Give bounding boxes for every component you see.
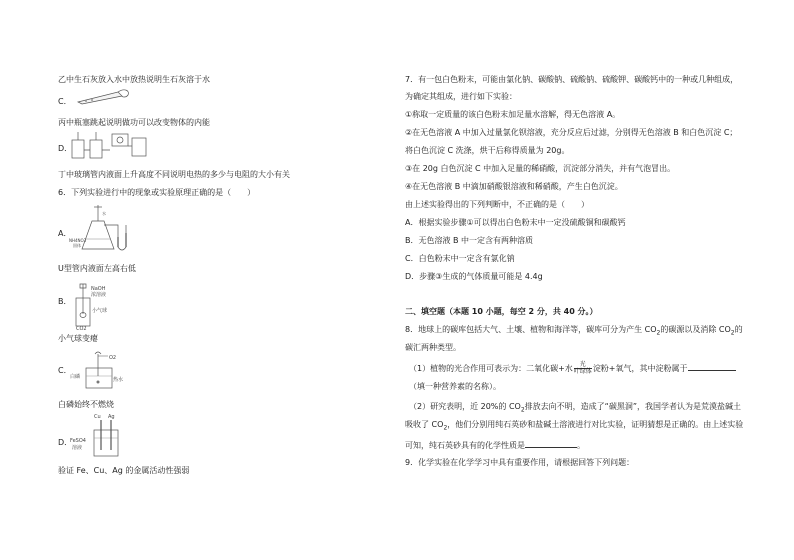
figure-c-lime-dropper xyxy=(72,86,132,106)
figure-c-o2-label: O2 xyxy=(109,355,117,361)
figure-b-balloon xyxy=(68,282,124,330)
q6-option-d-text: 验证 Fe、Cu、Ag 的金属活动性强弱 xyxy=(58,466,190,475)
q7-option-c: C．白色粉末中一定含有氯化钠 xyxy=(405,254,515,263)
q8-2-text-c: 吸收了 CO xyxy=(405,420,444,429)
figure-a-nh4no3-label: NH4NO3 xyxy=(69,238,87,243)
q8-2-text-e: 可知，纯石英砂具有的化学性质是 xyxy=(405,441,525,450)
section-2-title: 二、填空题（本题 10 小题，每空 2 分，共 40 分。） xyxy=(405,307,598,316)
answer-blank-property[interactable] xyxy=(525,439,577,448)
q8-2-text-f: 。 xyxy=(577,441,585,450)
figure-a-water-label: 水 xyxy=(102,211,106,216)
left-line-bing: 丙中瓶塞跳起说明做功可以改变物体的内能 xyxy=(58,118,210,127)
q7-ask: 由上述实验得出的下列判断中，不正确的是（ ） xyxy=(405,200,589,209)
question-8-line2: 碳汇两种类型。 xyxy=(405,343,461,352)
figure-d-ag-label: Ag xyxy=(108,414,115,420)
left-line-ding: 丁中玻璃管内液面上升高度不同说明电热的多少与电阻的大小有关 xyxy=(58,170,290,179)
figure-d-metal-activity xyxy=(68,412,124,460)
q7-step1: ①称取一定质量的该白色粉末加足量水溶解，得无色溶液 A。 xyxy=(405,110,621,119)
q8-2-text-a: （2）研究表明，近 20%的 CO xyxy=(409,402,521,411)
q6-option-c-label: C． xyxy=(58,366,72,375)
figure-a-solid-label: 固体 xyxy=(73,243,81,248)
question-6: 6．下列实验进行中的现象或实验原理正确的是（ ） xyxy=(58,188,256,197)
figure-b-solution-label: 浓溶液 xyxy=(91,292,107,298)
q8-2-sub-2: 2 xyxy=(443,424,448,432)
q6-option-c-text: 白磷始终不燃烧 xyxy=(58,400,114,409)
condition-light: 光 xyxy=(574,362,592,369)
figure-c-white-phosphorus xyxy=(68,350,124,392)
q6-option-b-text: 小气球变瘪 xyxy=(58,334,98,343)
q7-option-a: A．根据实验步骤①可以得出白色粉末中一定没硫酸铜和碳酸钙 xyxy=(405,218,626,227)
figure-c-hot-water-label: 热水 xyxy=(113,377,124,383)
q8-1-text-a: （1）植物的光合作用可表示为：二氧化碳+水 xyxy=(409,364,573,373)
q8-text-b: 的碳源以及消除 CO xyxy=(660,325,731,334)
q8-sub-1: 2 xyxy=(656,329,661,337)
question-8-line1 xyxy=(405,325,743,337)
q8-part2-line1 xyxy=(409,402,741,414)
q8-part1-line1 xyxy=(409,362,736,375)
q6-option-a-text: U型管内液面左高右低 xyxy=(58,264,136,273)
option-d-label: D． xyxy=(58,144,73,153)
question-9: 9．化学实验在化学学习中具有重要作用，请根据回答下列问题： xyxy=(405,458,635,467)
q8-text-a: 8．地球上的碳库包括大气、土壤、植物和海洋等，碳库可分为产生 CO xyxy=(405,325,657,334)
q7-step3: ③在 20g 白色沉淀 C 中加入足量的稀硝酸，沉淀部分消失，并有气泡冒出。 xyxy=(405,164,676,173)
q6-option-d-label: D． xyxy=(58,438,73,447)
question-7-line1: 7．有一包白色粉末，可能由氯化钠、碳酸钠、硫酸钠、硫酸钾、碳酸钙中的一种或几种组成， xyxy=(405,75,739,84)
left-line-yi: 乙中生石灰放入水中放热说明生石灰溶于水 xyxy=(58,75,210,84)
q6-option-b-label: B． xyxy=(58,297,72,306)
q8-text-c: 的 xyxy=(734,325,743,334)
q8-part2-line3 xyxy=(405,439,585,451)
figure-a-u-tube xyxy=(68,203,140,255)
q7-step2: ②在无色溶液 A 中加入过量氯化钡溶液，充分反应后过滤，分别得无色溶液 B 和白色沉淀 C； xyxy=(405,128,738,137)
q6-option-a-label: A． xyxy=(58,229,72,238)
q8-2-text-d: ，他们分别用纯石英砂和盐碱土溶液进行对比实验，证明猜想是正确的。由上述实验 xyxy=(447,420,744,429)
q8-sub-2: 2 xyxy=(730,329,735,337)
reaction-condition xyxy=(574,362,592,375)
figure-d-solution-label: 溶液 xyxy=(72,445,83,451)
option-c-label: C． xyxy=(58,97,72,106)
q7-step4: ④在无色溶液 B 中滴加硝酸银溶液和稀硝酸，产生白色沉淀。 xyxy=(405,182,623,191)
q8-1-text-b: 淀粉+氧气，其中淀粉属于 xyxy=(592,364,688,373)
q8-2-text-b: 排放去向不明，造成了“碳黑洞”，我国学者认为是荒漠盐碱土 xyxy=(524,402,741,411)
q8-2-sub-1: 2 xyxy=(520,406,525,414)
answer-blank-starch[interactable] xyxy=(688,362,736,371)
q7-option-b: B．无色溶液 B 中一定含有两种溶质 xyxy=(405,236,534,245)
figure-d-feso4-label: FeSO4 xyxy=(70,438,86,444)
figure-b-naoh-label: NaOH xyxy=(91,286,106,292)
q8-part2-line2 xyxy=(405,420,743,432)
figure-c-phosphorus-label: 白磷 xyxy=(70,374,81,380)
figure-b-co2-label: CO2 xyxy=(76,326,87,330)
q7-step2b: 将白色沉淀 C 洗涤，烘干后称得质量为 20g。 xyxy=(405,146,570,155)
figure-d-electric-heating xyxy=(70,130,150,162)
condition-chlorophyll: 叶绿体 xyxy=(573,368,592,375)
q8-part1-line2: （填一种营养素的名称）。 xyxy=(409,382,501,391)
q7-option-d: D．步骤③生成的气体质量可能是 4.4g xyxy=(405,272,543,281)
figure-b-balloon-label: 小气球 xyxy=(92,308,108,314)
figure-d-cu-label: Cu xyxy=(94,414,101,420)
question-7-line2: 为确定其组成，进行如下实验： xyxy=(405,92,517,101)
